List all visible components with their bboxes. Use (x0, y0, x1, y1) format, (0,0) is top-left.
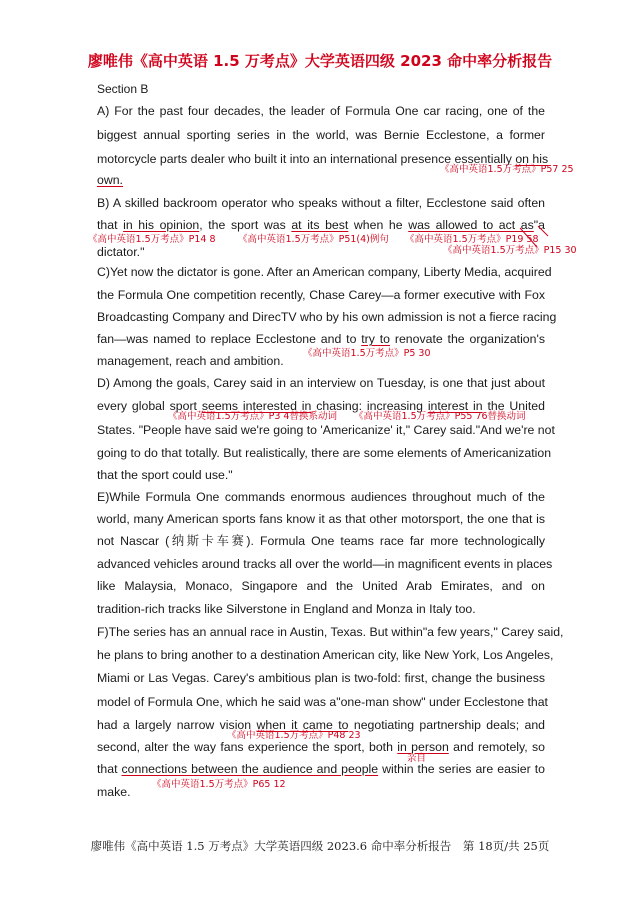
para-f-line-7: that connections between the audience and people within the series are easier to (97, 762, 545, 776)
note-p3: 《高中英语1.5万考点》P3 4替换系动词 (168, 411, 337, 422)
para-e-line-5: like Malaysia, Monaco, Singapore and the United Arab Emirates, and on (97, 579, 545, 593)
note-p57: 《高中英语1.5万考点》P57 25 (440, 164, 574, 175)
para-d-line-3: States. "People have said we're going to 'Americanize' it," Carey said."And we're not (97, 423, 555, 437)
note-p65: 《高中英语1.5万考点》P65 12 (152, 779, 286, 790)
para-f-line-8: make. (97, 785, 131, 799)
para-c-line-5: management, reach and ambition. (97, 354, 284, 368)
phrase-allowed-to-act-as: was allowed to act as (408, 218, 534, 232)
note-p5: 《高中英语1.5万考点》P5 30 (303, 348, 431, 359)
para-f-line-6: second, alter the way fans experience the sport, both in person and remotely, so (97, 740, 545, 754)
page-footer (0, 838, 640, 854)
para-e-line-1: E)While Formula One commands enormous audiences throughout much of the (97, 490, 545, 504)
para-a-line-3: motorcycle parts dealer who built it into an international presence essentially on his (97, 152, 549, 166)
para-e-line-2: world, many American sports fans know it as that other motorsport, the one that is (97, 512, 545, 526)
note-qinzi: 亲自 (407, 753, 427, 764)
para-a-line-1: A) For the past four decades, the leader of Formula One car racing, one of the (97, 104, 545, 118)
phrase-seems-interested-in: seems interested in (201, 399, 312, 413)
phrase-connections-between: connections between the audience and people (121, 762, 379, 776)
phrase-at-its-best: at its best (291, 218, 349, 232)
phrase-in-person: in person (397, 740, 449, 754)
para-f-line-1: F)The series has an annual race in Austin, Texas. But within"a few years," Carey said, (97, 625, 564, 639)
para-c-line-2: the Formula One competition recently, Chase Carey—a former executive with Fox (97, 288, 545, 302)
phrase-on-his-own: on his (515, 152, 549, 166)
para-a-line-2: biggest annual sporting series in the world, was Bernie Ecclestone, a former (97, 128, 545, 142)
para-b-line-2: that in his opinion, the sport was at its best when he was allowed to act as"a (97, 218, 545, 232)
note-p19: 《高中英语1.5万考点》P19 58 (405, 234, 539, 245)
para-d-line-2: every global sport seems interested in chasing: increasing interest in the United (97, 399, 545, 413)
para-d-line-5: that the sport could use." (97, 468, 233, 482)
para-c-line-1: C)Yet now the dictator is gone. After an American company, Liberty Media, acquired (97, 265, 552, 279)
note-p55: 《高中英语1.5万考点》P55 76替换动词 (354, 411, 526, 422)
phrase-in-his-opinion: in his opinion (123, 218, 200, 232)
para-f-line-2: he plans to bring another to a destination American city, like New York, Los Angeles, (97, 648, 554, 662)
note-p51: 《高中英语1.5万考点》P51(4)例句 (238, 234, 389, 245)
page-number: 第 18页/共 25页 (462, 839, 550, 853)
phrase-interest-in: interest in (427, 399, 483, 413)
note-p15: 《高中英语1.5万考点》P15 30 (443, 245, 577, 256)
para-e-line-4: advanced vehicles around tracks all over the world—in magnificent events in places (97, 557, 553, 571)
para-e-line-3: not Nascar (纳斯卡车赛). Formula One teams race far more technologically (97, 534, 545, 548)
para-e-line-6: tradition-rich tracks like Silverstone in England and Monza in Italy too. (97, 602, 476, 616)
para-d-line-4: going to do that totally. But realistically, there are some elements of Americanization (97, 446, 552, 460)
para-d-line-1: D) Among the goals, Carey said in an interview on Tuesday, is one that just about (97, 376, 545, 390)
note-p14: 《高中英语1.5万考点》P14 8 (88, 234, 216, 245)
para-f-line-5: had a largely narrow vision when it came to negotiating partnership deals; and (97, 718, 545, 732)
note-p48: 《高中英语1.5万考点》P48 23 (227, 730, 361, 741)
section-label: Section B (97, 82, 149, 96)
page-title: 廖唯伟《高中英语 1.5 万考点》大学英语四级 2023 命中率分析报告 (87, 52, 553, 70)
para-b-line-3: dictator." (97, 245, 145, 259)
para-c-line-4: fan—was named to replace Ecclestone and to try to renovate the organization's (97, 332, 545, 346)
para-f-line-4: model of Formula One, which he said was a"one-man show" under Ecclestone that (97, 695, 548, 709)
para-b-line-1: B) A skilled backroom operator who speaks without a filter, Ecclestone said often (97, 196, 545, 210)
phrase-try-to: try to (361, 332, 391, 346)
para-a-line-4: own. (97, 173, 123, 187)
phrase-when-it-came-to: when it came to (256, 718, 349, 732)
para-c-line-3: Broadcasting Company and DirecTV who by his own admission is not a fierce racing (97, 310, 557, 324)
footer-text: 廖唯伟《高中英语 1.5 万考点》大学英语四级 2023.6 命中率分析报告 (90, 839, 452, 853)
para-f-line-3: Miami or Las Vegas. Carey's ambitious plan is two-fold: first, change the business (97, 671, 545, 685)
